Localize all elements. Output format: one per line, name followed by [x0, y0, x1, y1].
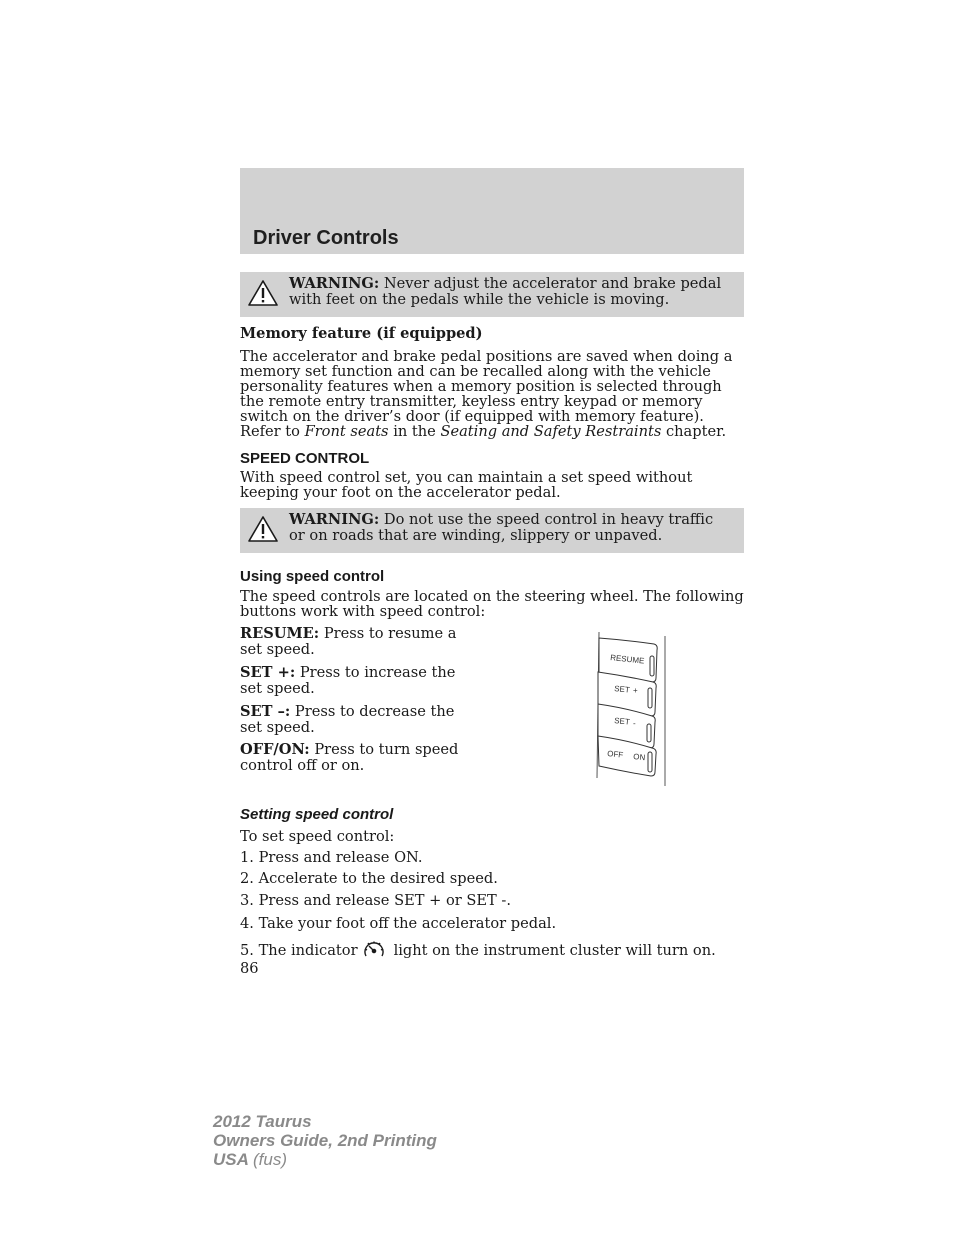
document-footer	[213, 1112, 437, 1169]
warning-box	[240, 508, 744, 553]
set-minus-label: SET	[613, 716, 631, 727]
memory-text: The accelerator and brake pedal positions are saved when doing a memory set function and can be recalled along with the vehicle personality features when a memory position is selected through the remote entry transmitter, keyless entry keypad or memory switch on the driver’s door (if equipped with memory feature). Refer to	[240, 348, 733, 440]
section-title: Driver Controls	[253, 227, 399, 249]
speed-control-section	[240, 451, 744, 466]
button-desc: Press to turn speed control off or on.	[240, 741, 459, 774]
step-item: 1. Press and release ON.	[240, 849, 423, 866]
warning-text	[289, 512, 730, 544]
step-item: 3. Press and release SET + or SET -.	[240, 892, 511, 909]
set-minus-description	[240, 704, 480, 736]
seating-safety-ref: Seating and Safety Restraints	[440, 423, 662, 440]
speedometer-indicator-icon	[362, 940, 386, 960]
section-header-band	[240, 168, 744, 254]
warning-triangle-icon	[247, 279, 279, 307]
footer-guide: Owners Guide, 2nd Printing	[213, 1131, 437, 1150]
button-desc: Press to increase the set speed.	[240, 664, 456, 697]
step-item	[240, 940, 716, 960]
off-label: OFF	[606, 749, 624, 760]
front-seats-ref: Front seats	[304, 423, 389, 440]
warning-label: WARNING:	[289, 511, 380, 528]
memory-heading: Memory feature (if equipped)	[240, 325, 483, 342]
using-section	[240, 569, 744, 584]
footer-model: 2012 Taurus	[213, 1112, 312, 1131]
button-desc: Press to decrease the set speed.	[240, 703, 455, 736]
button-label: OFF/ON:	[240, 741, 310, 758]
setting-intro: To set speed control:	[240, 828, 395, 845]
speed-control-paragraph: With speed control set, you can maintain a set speed without keeping your foot on the accelerator pedal.	[240, 469, 693, 501]
off-on-description	[240, 742, 480, 774]
on-label: ON	[632, 752, 646, 763]
warning-message: Do not use the speed control in heavy traffic or on roads that are winding, slippery or unpaved.	[289, 511, 714, 544]
speed-control-heading: SPEED CONTROL	[240, 450, 370, 467]
memory-text-2: in the	[388, 423, 441, 440]
warning-message: Never adjust the accelerator and brake pedal with feet on the pedals while the vehicle is moving.	[289, 275, 722, 308]
footer-region	[213, 1150, 437, 1169]
memory-text-3: chapter.	[661, 423, 727, 440]
memory-section	[240, 326, 744, 341]
resume-description	[240, 626, 480, 658]
memory-paragraph	[240, 349, 744, 439]
button-label: SET +:	[240, 664, 296, 681]
button-label: RESUME:	[240, 625, 320, 642]
resume-label: RESUME	[609, 653, 645, 666]
step5-text: 5. The indicator	[240, 942, 358, 959]
page-number: 86	[240, 960, 259, 977]
warning-label: WARNING:	[289, 275, 380, 292]
button-desc: Press to resume a set speed.	[240, 625, 457, 658]
footer-code: (fus)	[253, 1150, 287, 1169]
warning-box	[240, 272, 744, 317]
plus-label: +	[633, 686, 638, 695]
set-plus-label: SET	[613, 684, 631, 695]
speed-control-buttons-illustration	[590, 628, 670, 790]
using-paragraph: The speed controls are located on the steering wheel. The following buttons work with speed control:	[240, 588, 744, 620]
warning-text	[289, 276, 730, 308]
warning-triangle-icon	[247, 515, 279, 543]
setting-section	[240, 807, 744, 822]
button-label: SET –:	[240, 703, 291, 720]
step5-text-end: light on the instrument cluster will turn on.	[393, 942, 716, 959]
footer-country: USA	[213, 1150, 249, 1169]
setting-heading: Setting speed control	[240, 806, 394, 823]
step-item: 4. Take your foot off the accelerator pedal.	[240, 915, 557, 932]
step-item: 2. Accelerate to the desired speed.	[240, 870, 498, 887]
set-plus-description	[240, 665, 480, 697]
minus-label: -	[633, 719, 636, 728]
using-heading: Using speed control	[240, 568, 385, 585]
